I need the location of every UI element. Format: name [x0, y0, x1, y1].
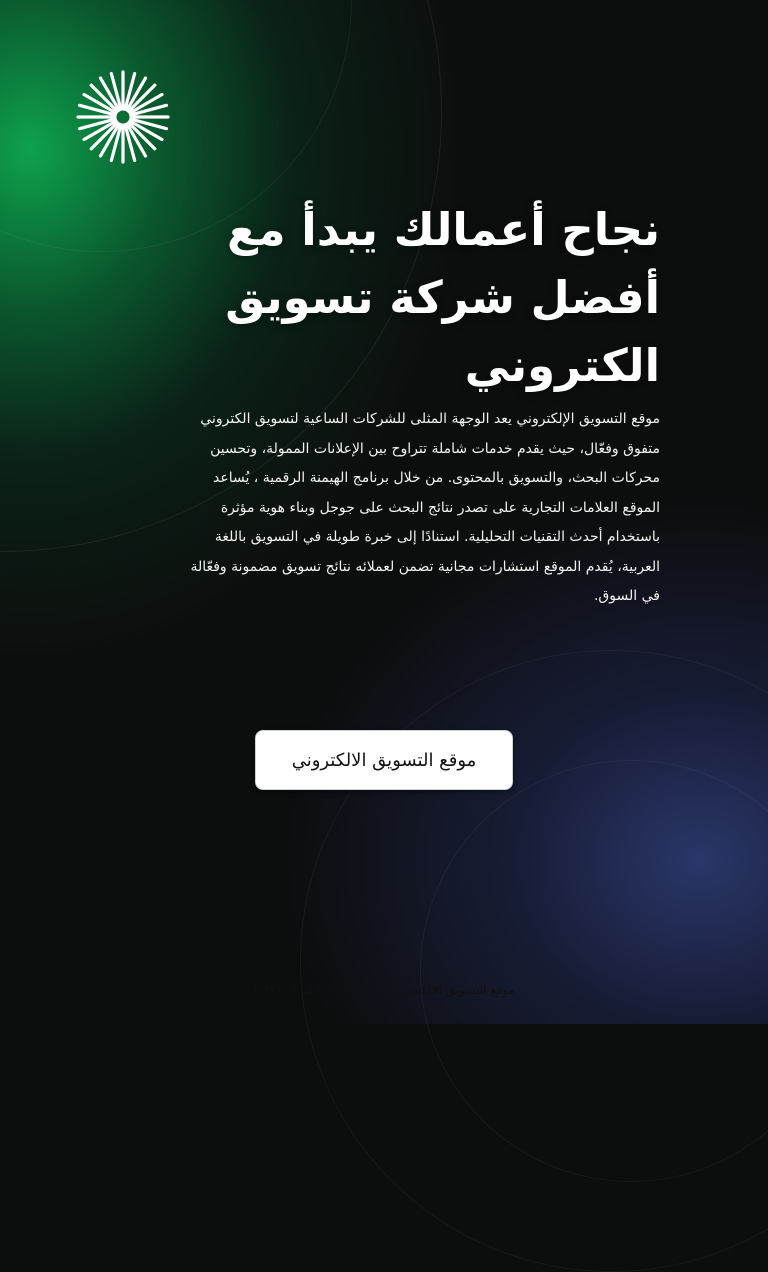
footer-separator: |: [381, 983, 386, 997]
footer-site-name: موقع التسويق الالكتروني: [392, 983, 516, 997]
headline-line: نجاح أعمالك يبدأ مع: [227, 203, 660, 256]
paragraph-line: محركات البحث، والتسويق بالمحتوى. من خلال برنامج الهيمنة الرقمية ، يُساعد: [213, 470, 660, 486]
headline: [100, 196, 660, 400]
website-button[interactable]: [255, 730, 513, 790]
paragraph-line: باستخدام أحدث التقنيات التحليلية. استنادًا إلى خبرة طويلة في التسويق باللغة: [214, 529, 660, 545]
website-button-label: موقع التسويق الالكتروني: [291, 749, 477, 771]
paragraph-line: متفوق وفعّال، حيث يقدم خدمات شاملة تتراوح بين الإعلانات الممولة، وتحسين: [210, 440, 660, 457]
paragraph-line: الموقع العلامات التجارية على تصدر نتائج البحث على جوجل وبناء هوية مؤثرة: [220, 499, 660, 516]
sunburst-icon: [76, 70, 170, 164]
footer-url[interactable]: www.etasweeq.io: [252, 982, 376, 998]
headline-line: الكتروني: [464, 339, 660, 392]
paragraph-line: في السوق.: [593, 588, 660, 604]
paragraph-line: موقع التسويق الإلكتروني يعد الوجهة المثلى للشركات الساعية لتسويق الكتروني: [200, 411, 660, 427]
headline-line: أفضل شركة تسويق: [225, 271, 660, 324]
description-paragraph: [100, 405, 660, 612]
footer: [0, 982, 768, 998]
paragraph-line: العربية، يُقدم الموقع استشارات مجانية تضمن لعملائه نتائج تسويق مضمونة وفعّالة: [190, 558, 660, 575]
